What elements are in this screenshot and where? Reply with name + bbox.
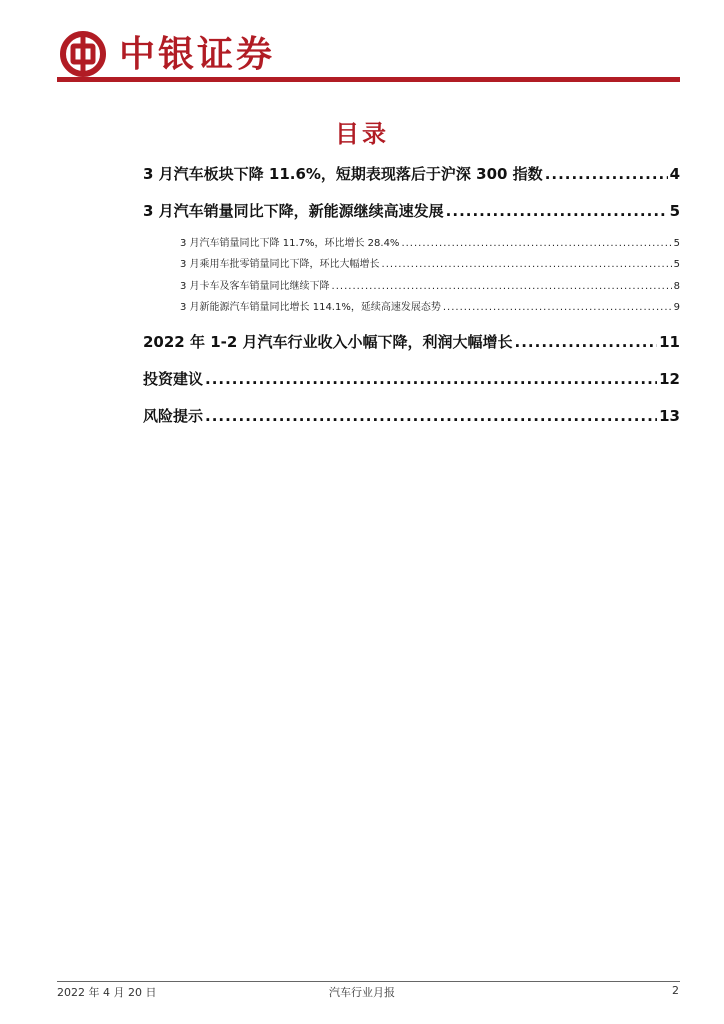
toc-leader	[515, 331, 658, 353]
footer-divider	[57, 981, 680, 982]
toc-leader	[401, 236, 671, 252]
toc-subentry[interactable]	[180, 236, 680, 252]
header-divider	[57, 77, 680, 82]
toc-entry-page: 4	[669, 165, 680, 183]
toc-leader	[332, 279, 672, 295]
toc-leader	[443, 300, 672, 316]
toc-title: 目录	[335, 119, 389, 148]
report-type: 汽车行业月报	[329, 986, 395, 999]
toc-entry-label: 投资建议	[143, 370, 204, 388]
toc-entry[interactable]	[143, 331, 680, 353]
toc-entry-label: 3 月卡车及客车销量同比继续下降	[180, 281, 330, 292]
toc-subentry[interactable]	[180, 300, 680, 316]
toc-entry-page: 8	[673, 281, 680, 292]
toc-entry-label: 3 月新能源汽车销量同比增长 114.1%，延续高速发展态势	[180, 302, 441, 313]
page-number: 2	[672, 984, 679, 997]
toc-entry-label: 3 月乘用车批零销量同比下降，环比大幅增长	[180, 259, 380, 270]
toc-entry-page: 5	[673, 259, 680, 270]
toc-subentry[interactable]	[180, 257, 680, 273]
toc-entry[interactable]	[143, 368, 680, 390]
toc-leader	[545, 163, 668, 185]
toc-entry[interactable]	[143, 200, 680, 222]
toc-leader	[446, 200, 668, 222]
bank-of-china-logo-icon	[59, 30, 107, 78]
toc-entry-label: 3 月汽车销量同比下降，新能源继续高速发展	[143, 202, 444, 220]
toc-entry-page: 12	[659, 370, 680, 388]
toc-entry-page: 9	[673, 302, 680, 313]
toc-entry[interactable]	[143, 163, 680, 185]
toc-leader	[382, 257, 672, 273]
toc-entry-page: 5	[669, 202, 680, 220]
toc-entry-page: 5	[673, 238, 680, 249]
toc-entry-label: 2022 年 1-2 月汽车行业收入小幅下降，利润大幅增长	[143, 333, 513, 351]
toc-entry-page: 11	[659, 333, 680, 351]
toc-entry-label: 风险提示	[143, 407, 204, 425]
toc-entry-page: 13	[659, 407, 680, 425]
toc-entry-label: 3 月汽车板块下降 11.6%，短期表现落后于沪深 300 指数	[143, 165, 543, 183]
report-date: 2022 年 4 月 20 日	[57, 986, 157, 999]
brand-name: 中银证券	[119, 33, 276, 75]
toc-entry[interactable]	[143, 405, 680, 427]
toc-leader	[205, 405, 657, 427]
toc-leader	[205, 368, 657, 390]
toc-entry-label: 3 月汽车销量同比下降 11.7%，环比增长 28.4%	[180, 238, 400, 249]
toc-subentry[interactable]	[180, 279, 680, 295]
page-header	[57, 30, 679, 82]
